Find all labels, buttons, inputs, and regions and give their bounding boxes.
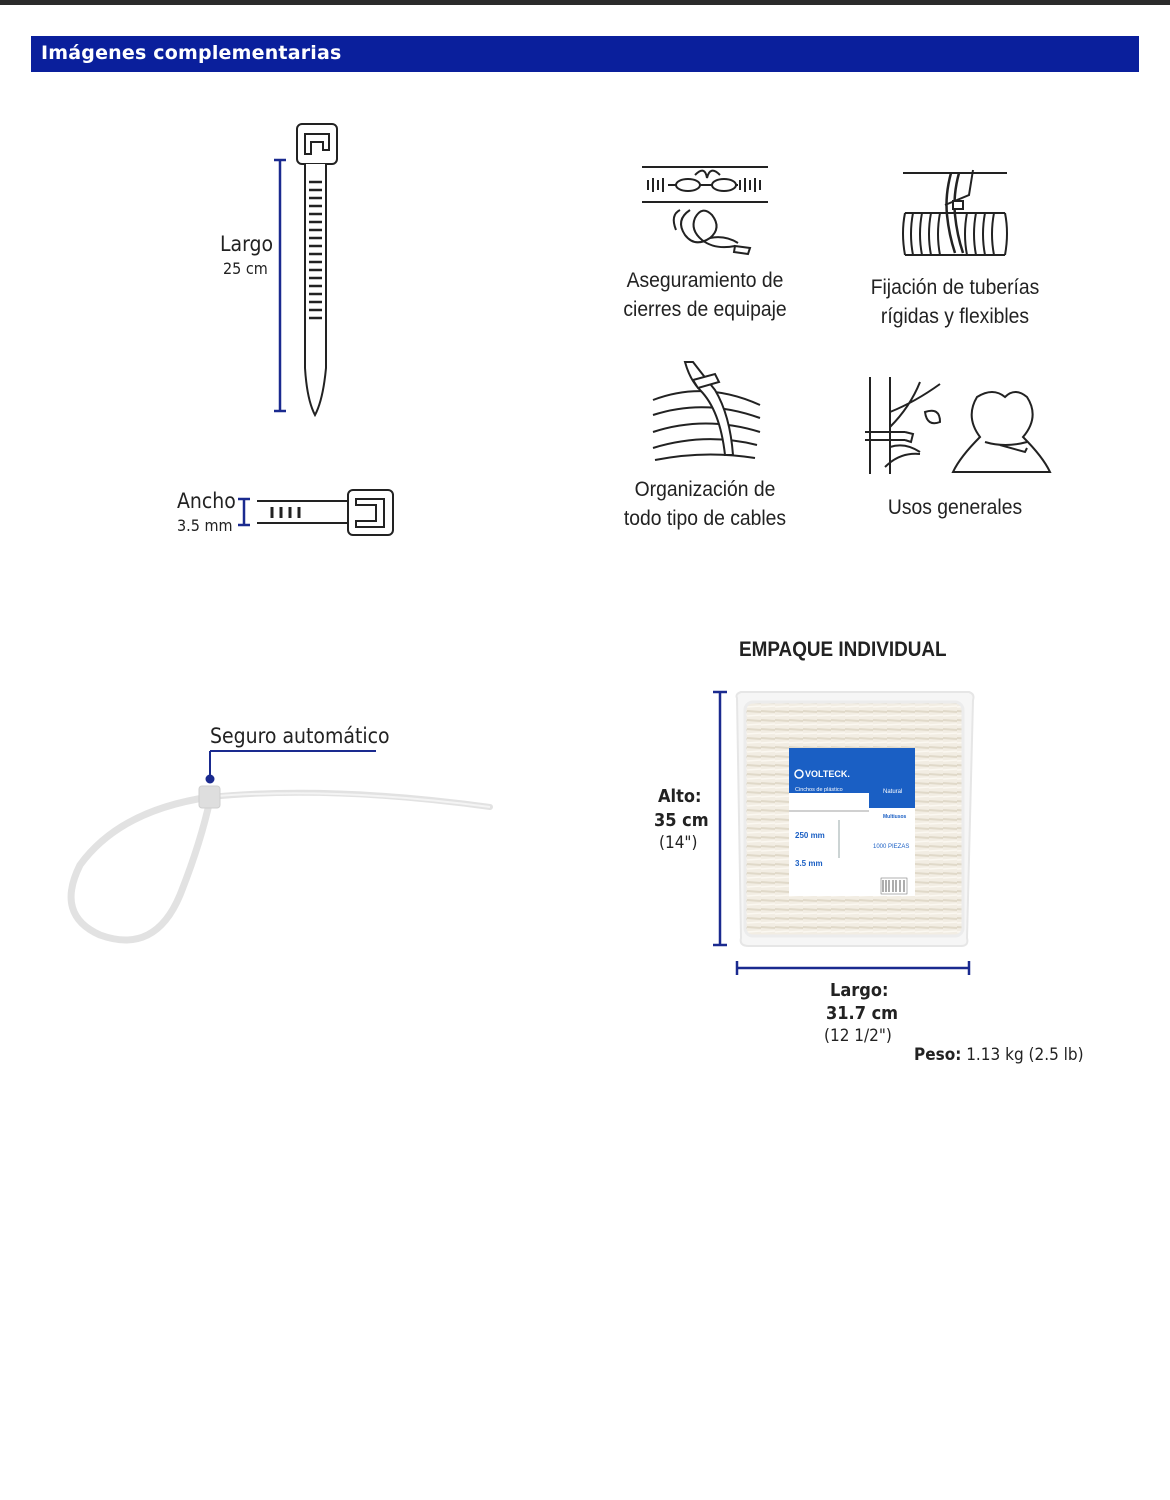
package-height-imperial: (14") [659,833,698,853]
bag-product-line1: Cinchos de plástico [795,787,843,793]
use-caption-general: Usos generales [887,496,1023,519]
bag-color: Natural [883,789,903,795]
bag-length: 250 mm [795,831,825,840]
use-caption-cables: Organización de todo tipo de cables [623,478,787,530]
width-label: Ancho [177,489,236,513]
package-height-dimension [708,690,732,948]
package-weight-value: 1.13 kg (2.5 lb) [966,1045,1084,1065]
cable-bundle-icon [645,360,765,465]
cable-tie-length-diagram [260,118,360,418]
package-length-dimension [733,958,973,980]
bag-qty: 1000 PIEZAS [873,844,910,850]
package-weight [914,1045,1084,1065]
package-weight-label: Peso: [914,1045,962,1065]
use-caption-pipes: Fijación de tuberías rígidas y flexibles [870,276,1040,328]
package-length-value: 31.7 cm [826,1003,899,1024]
top-border [0,0,1170,5]
package-height-label: Alto: [658,786,702,807]
package-title: EMPAQUE INDIVIDUAL [739,638,947,661]
section-header [31,36,1139,72]
section-title: Imágenes complementarias [41,42,342,64]
use-caption-luggage: Aseguramiento de cierres de equipaje [623,269,787,321]
package-length-imperial: (12 1/2") [824,1026,892,1046]
lock-label: Seguro automático [210,724,390,748]
bag-purpose: Multiusos [883,814,907,820]
general-uses-icon [865,372,1055,477]
width-value: 3.5 mm [177,516,233,535]
bag-photo [733,690,977,950]
package-length-label: Largo: [830,980,889,1001]
pipe-fixing-icon [895,165,1015,260]
package-height-value: 35 cm [654,810,709,831]
bag-brand: VOLTECK. [805,769,850,779]
cable-tie-loop-photo [60,745,500,950]
cable-tie-width-diagram [235,485,400,541]
length-label: Largo [220,232,274,256]
length-value: 25 cm [223,259,268,278]
bag-width: 3.5 mm [795,859,823,868]
luggage-zipper-icon [640,160,770,260]
